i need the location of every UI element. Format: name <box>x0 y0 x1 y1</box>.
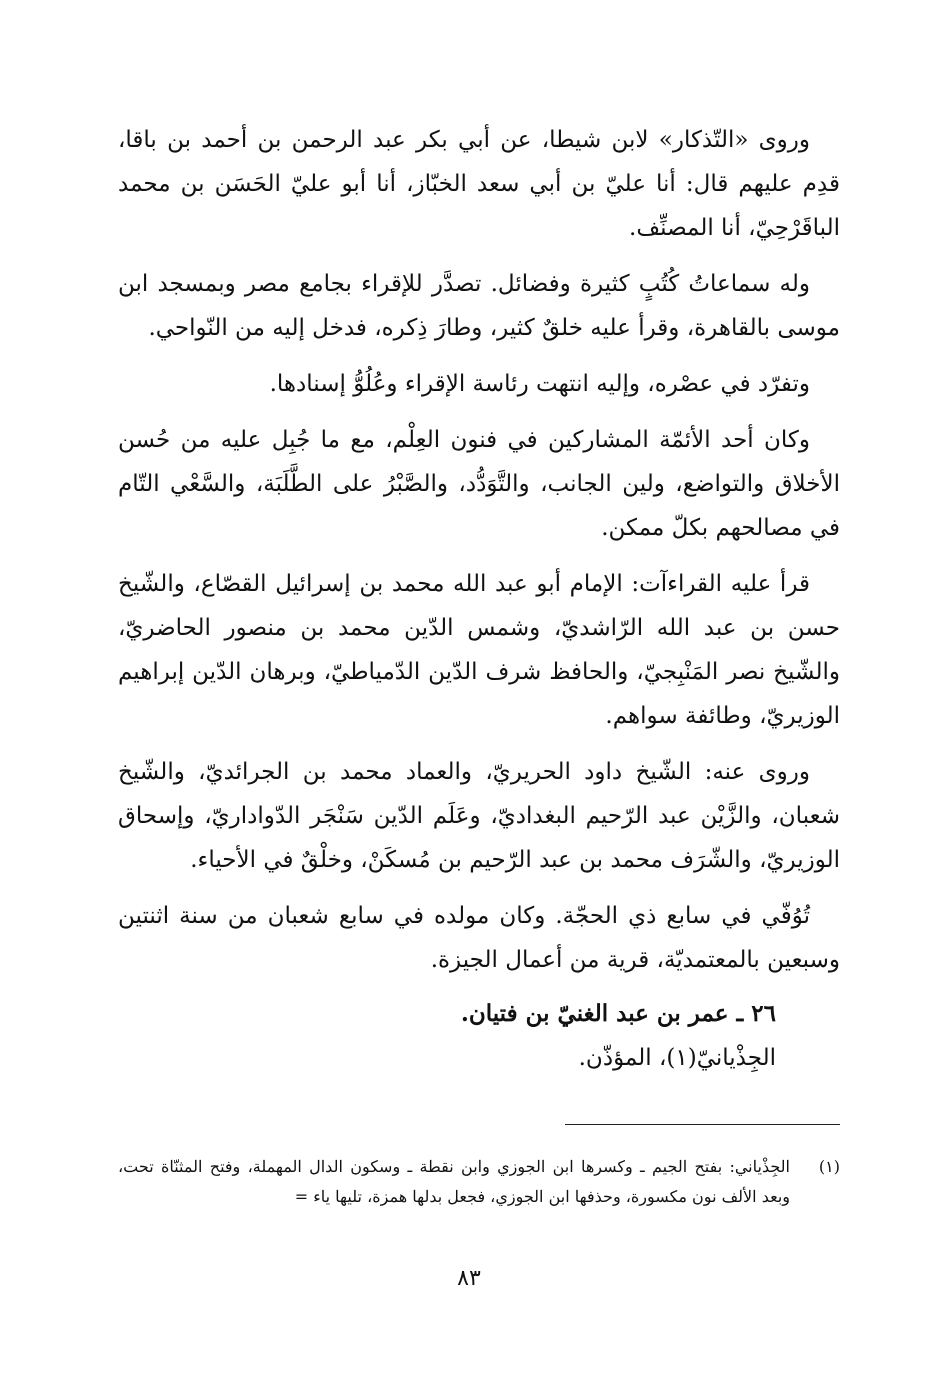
paragraph-death-birth: تُوُفّي في سابع ذي الحجّة. وكان مولده في سابع شعبان من سنة اثنتين وسبعين بالمعتمديّة، قرية من أعمال الجيزة. <box>118 903 840 973</box>
footnote-item <box>118 1152 840 1212</box>
paragraph-tafarrud: وتفرّد في عصْره، وإليه انتهت رئاسة الإقراء وعُلُوُّ إسنادها. <box>269 371 810 397</box>
paragraph-character: وكان أحد الأئمّة المشاركين في فنون العِلْم، مع ما جُبِل عليه من حُسن الأخلاق والتواضع، ولين الجانب، والتَّوَدُّد، والصَّبْرُ على الطَّلَبَة، والسَّعْي التّام في مصالحهم بكلّ ممكن. <box>118 427 840 541</box>
entry-heading: ٢٦ ـ عمر بن عبد الغنيّ بن فتيان. <box>460 1000 776 1027</box>
paragraph-narrators: وروى عنه: الشّيخ داود الحريريّ، والعماد محمد بن الجرائديّ، والشّيخ شعبان، والزَّيْن عبد الرّحيم البغداديّ، وعَلَم الدّين سَنْجَر الدّواداريّ، وإسحاق الوزيريّ، والشّرَف محمد بن عبد الرّحيم بن مُسكَنْ، وخلْقٌ في الأحياء. <box>118 759 840 873</box>
biography-entry-26 <box>118 992 776 1080</box>
footnote-number: (١) <box>818 1157 840 1176</box>
paragraph-samaat: وله سماعاتُ كُتُبٍ كثيرة وفضائل. تصدَّر للإقراء بجامع مصر وبمسجد ابن موسى بالقاهرة، وقرأ عليه خلقٌ كثير، وطارَ ذِكره، فدخل إليه من النّواحي. <box>118 271 840 341</box>
paragraph-tadhkar-chain: وروى «التّذكار» لابن شيطا، عن أبي بكر عبد الرحمن بن أحمد بن باقا، قدِم عليهم قال: أنا عليّ بن أبي سعد الخبّاز، أنا أبو عليّ الحَسَن بن محمد الباقَرْحِيّ، أنا المصنِّف. <box>118 127 840 241</box>
footnote-divider <box>565 1124 840 1125</box>
footnote-text: الجِذْياني: بفتح الجيم ـ وكسرها ابن الجوزي وابن نقطة ـ وسكون الدال المهملة، وفتح المثنّاة تحت، وبعد الألف نون مكسورة، وحذفها ابن الجوزي، فجعل بدلها همزة، تليها ياء = <box>118 1157 791 1206</box>
footnotes <box>118 1152 840 1212</box>
page-number: ٨٣ <box>457 1266 481 1291</box>
entry-nisba: الجِذْيانيّ(١)، المؤذّن. <box>578 1045 776 1071</box>
main-text <box>118 118 840 994</box>
paragraph-students-qiraat: قرأ عليه القراءآت: الإمام أبو عبد الله محمد بن إسرائيل القصّاع، والشّيخ حسن بن عبد الله الرّاشديّ، وشمس الدّين محمد بن منصور الحاضريّ، والشّيخ نصر المَنْبِجيّ، والحافظ شرف الدّين الدّمياطيّ، وبرهان الدّين إبراهيم الوزيريّ، وطائفة سواهم. <box>118 571 840 729</box>
